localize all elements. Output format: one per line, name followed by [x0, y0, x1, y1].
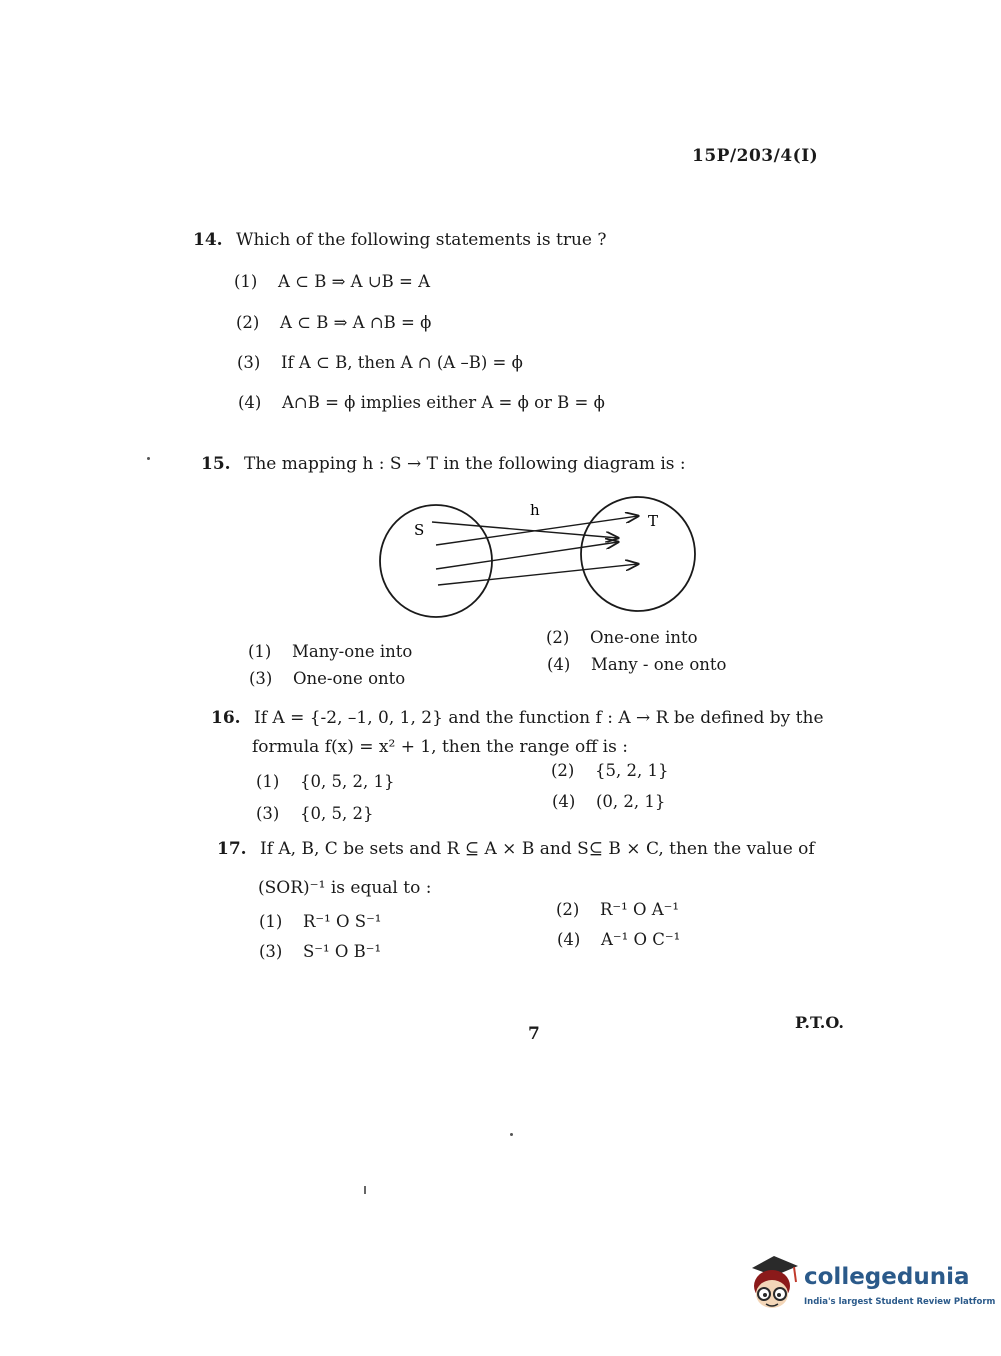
option-text: A ⊂ B ⇒ A ∩B = ϕ — [280, 313, 432, 332]
option-text: R⁻¹ O A⁻¹ — [600, 900, 680, 919]
option-number: (2) — [236, 313, 260, 332]
question-text-line-1: If A, B, C be sets and R ⊆ A × B and S⊆ B × C, then the value of — [259, 839, 815, 859]
mapping-arrow — [438, 564, 638, 585]
question-17 — [217, 837, 847, 861]
logo-name: collegedunia — [804, 1264, 970, 1290]
option-number: (3) — [237, 353, 261, 372]
option-number: (1) — [248, 642, 272, 661]
q15-option-1 — [248, 641, 412, 663]
question-14 — [193, 228, 606, 252]
option-number: (2) — [551, 761, 575, 780]
option-text: Many - one onto — [591, 655, 727, 674]
question-16-line-2: formula f(x) = x² + 1, then the range off is : — [252, 737, 628, 757]
question-number: 17. — [217, 839, 247, 859]
q14-option-3 — [237, 352, 523, 374]
question-16 — [211, 706, 841, 730]
q16-option-2 — [551, 760, 668, 782]
mascot-icon — [744, 1252, 800, 1314]
mapping-arrow — [436, 516, 638, 545]
question-number: 15. — [201, 454, 231, 474]
question-number: 16. — [211, 708, 241, 728]
q16-option-3 — [256, 803, 373, 825]
question-text: The mapping h : S → T in the following diagram is : — [243, 454, 686, 474]
q15-option-3 — [249, 668, 405, 690]
q17-option-3 — [259, 941, 381, 963]
q14-option-1 — [234, 271, 430, 293]
set-t-circle — [581, 497, 695, 611]
question-text: Which of the following statements is true ? — [235, 230, 607, 250]
question-17-line-2: (SOR)⁻¹ is equal to : — [258, 878, 432, 898]
scan-speck — [364, 1186, 366, 1194]
page-number: 7 — [528, 1024, 540, 1044]
mapping-diagram — [370, 490, 710, 625]
option-number: (1) — [234, 272, 258, 291]
logo-tagline: India's largest Student Review Platform — [804, 1297, 996, 1307]
option-text: S⁻¹ O B⁻¹ — [303, 942, 382, 961]
option-text: A⁻¹ O C⁻¹ — [601, 930, 681, 949]
option-text: A∩B = ϕ implies either A = ϕ or B = ϕ — [282, 393, 605, 412]
option-number: (3) — [249, 669, 273, 688]
pto-label: P.T.O. — [795, 1013, 844, 1032]
option-number: (2) — [556, 900, 580, 919]
option-text: R⁻¹ O S⁻¹ — [303, 912, 382, 931]
q14-option-2 — [236, 312, 431, 334]
collegedunia-logo — [744, 1252, 996, 1322]
q16-option-1 — [256, 771, 394, 793]
set-s-label: S — [414, 521, 425, 539]
question-text-line-1: If A = {-2, –1, 0, 1, 2} and the function f : A → R be defined by the — [253, 708, 824, 728]
q16-option-4 — [552, 791, 665, 813]
option-number: (4) — [238, 393, 262, 412]
option-text: (0, 2, 1} — [596, 792, 666, 811]
option-number: (4) — [547, 655, 571, 674]
option-number: (3) — [259, 942, 283, 961]
q14-option-4 — [238, 392, 605, 414]
option-number: (4) — [557, 930, 581, 949]
option-text: {0, 5, 2} — [300, 804, 374, 823]
option-text: If A ⊂ B, then A ∩ (A –B) = ϕ — [281, 353, 523, 372]
mapping-arrow — [436, 542, 618, 569]
scan-speck — [510, 1133, 513, 1136]
paper-code: 15P/203/4(I) — [692, 146, 819, 166]
option-number: (4) — [552, 792, 576, 811]
q17-option-1 — [259, 911, 381, 933]
option-number: (1) — [259, 912, 283, 931]
option-text: {5, 2, 1} — [595, 761, 669, 780]
question-15 — [201, 452, 686, 476]
set-t-label: T — [648, 512, 659, 530]
option-text: A ⊂ B ⇒ A ∪B = A — [278, 272, 431, 291]
option-number: (1) — [256, 772, 280, 791]
q15-option-4 — [547, 654, 726, 676]
option-text: One-one into — [590, 628, 698, 647]
q15-option-2 — [546, 627, 698, 649]
q17-option-4 — [557, 929, 680, 951]
scan-speck — [147, 457, 150, 460]
option-number: (3) — [256, 804, 280, 823]
option-text: One-one onto — [293, 669, 406, 688]
q17-option-2 — [556, 899, 679, 921]
option-text: Many-one into — [292, 642, 413, 661]
question-number: 14. — [193, 230, 223, 250]
option-text: {0, 5, 2, 1} — [300, 772, 395, 791]
map-label: h — [530, 501, 540, 519]
option-number: (2) — [546, 628, 570, 647]
